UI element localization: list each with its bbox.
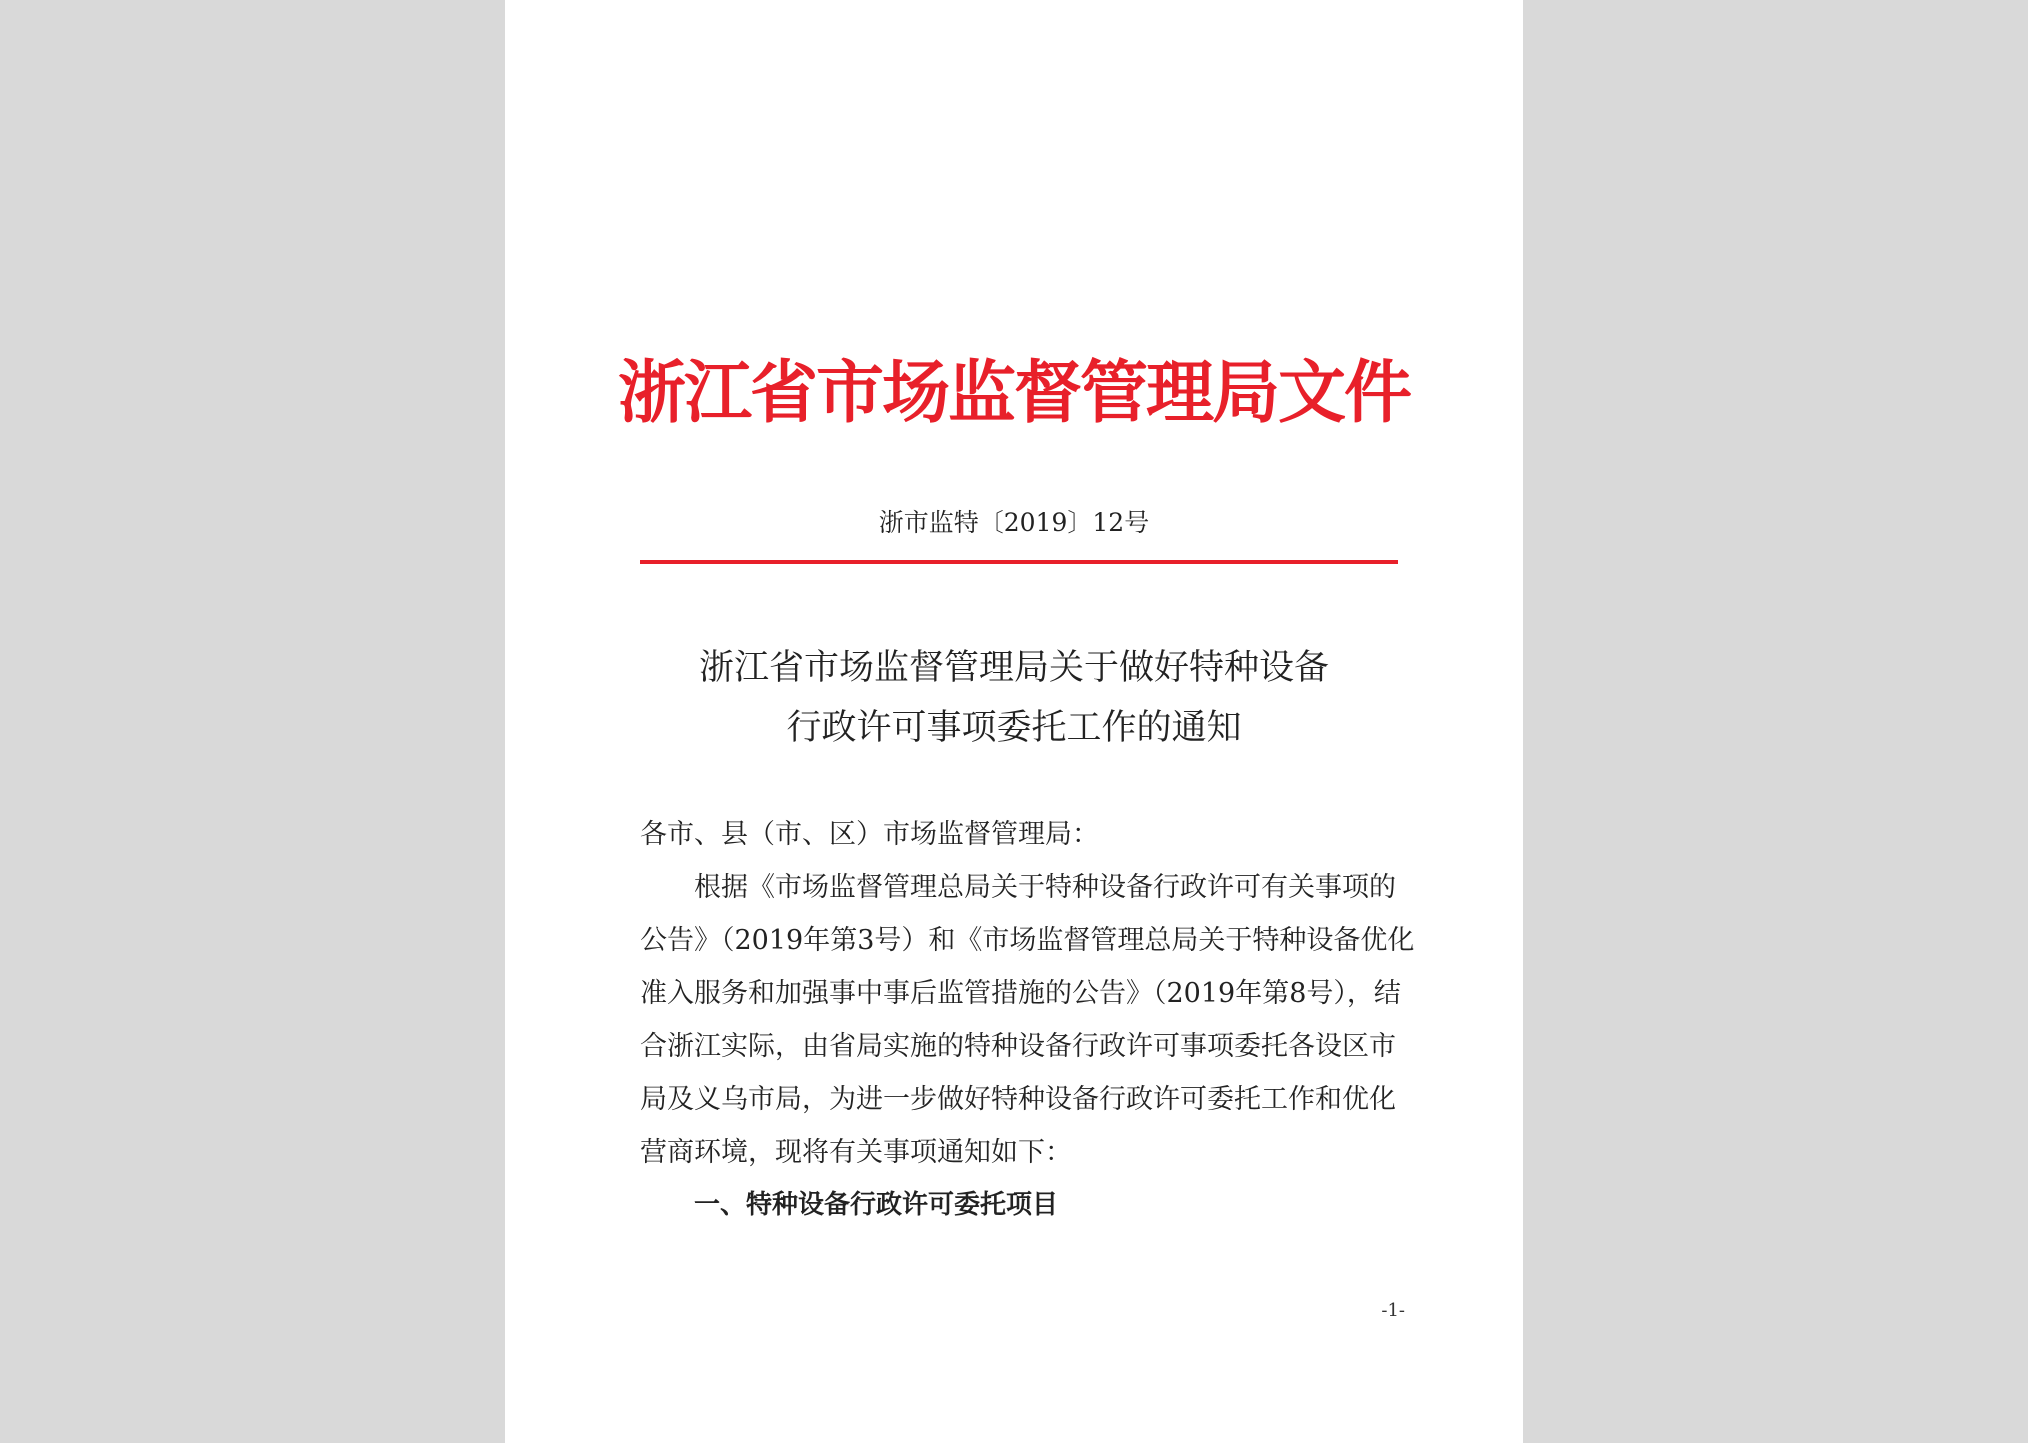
issuer-header: 浙江省市场监督管理局文件 bbox=[617, 354, 1410, 433]
document-page bbox=[505, 0, 1523, 1443]
red-separator-line bbox=[640, 560, 1398, 564]
notice-body bbox=[640, 808, 1415, 1232]
document-number: 浙市监特〔2019〕12号 bbox=[878, 508, 1150, 537]
title-line-1: 浙江省市场监督管理局关于做好特种设备 bbox=[698, 648, 1329, 688]
paragraph-line: 准入服务和加强事中事后监管措施的公告》（2019年第8号），结 bbox=[640, 978, 1401, 1009]
section-heading: 一、特种设备行政许可委托项目 bbox=[694, 1190, 1059, 1220]
paragraph-line: 公告》（2019年第3号）和《市场监督管理总局关于特种设备优化 bbox=[640, 925, 1415, 956]
paragraph-line: 合浙江实际，由省局实施的特种设备行政许可事项委托各设区市 bbox=[640, 1031, 1396, 1062]
title-line-2: 行政许可事项委托工作的通知 bbox=[786, 708, 1242, 748]
notice-title bbox=[505, 638, 1523, 758]
page-number: -1- bbox=[1381, 1300, 1405, 1321]
paragraph-line: 营商环境，现将有关事项通知如下： bbox=[640, 1137, 1072, 1168]
salutation: 各市、县（市、区）市场监督管理局： bbox=[640, 819, 1099, 850]
paragraph-line: 根据《市场监督管理总局关于特种设备行政许可有关事项的 bbox=[694, 872, 1396, 903]
paragraph-line: 局及义乌市局，为进一步做好特种设备行政许可委托工作和优化 bbox=[640, 1084, 1396, 1115]
